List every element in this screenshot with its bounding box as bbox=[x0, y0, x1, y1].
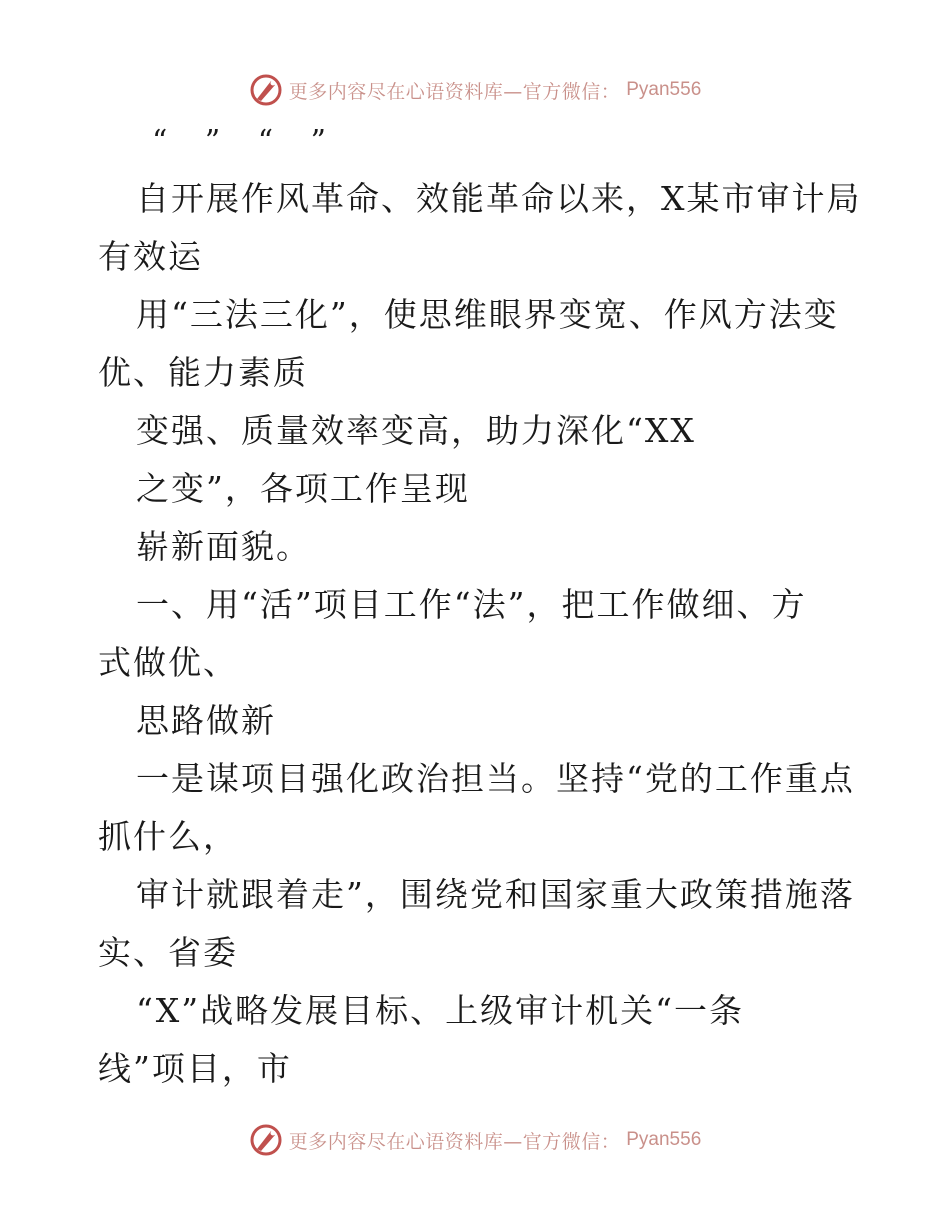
text-line: “X”战略发展目标、上级审计机关“一条 bbox=[136, 991, 745, 1030]
text-line: 崭新面貌。 bbox=[136, 527, 311, 566]
text-line: 自开展作风革命、效能革命以来，X某市审计局 bbox=[136, 179, 862, 218]
text-line: 实、省委 bbox=[98, 933, 238, 972]
text-line: 一是谋项目强化政治担当。坚持“党的工作重点 bbox=[136, 759, 855, 798]
watermark-header bbox=[0, 70, 950, 110]
text-line: 有效运 bbox=[98, 237, 203, 276]
text-line: 优、能力素质 bbox=[98, 353, 308, 392]
watermark-wechat-id: Pyan556 bbox=[626, 1129, 702, 1150]
watermark-text: 更多内容尽在心语资料库—官方微信： bbox=[288, 80, 621, 103]
document-body bbox=[98, 120, 862, 1098]
text-line: 一、用“活”项目工作“法”，把工作做细、方 bbox=[136, 585, 807, 624]
text-line: 变强、质量效率变高，助力深化“XX bbox=[136, 411, 696, 450]
text-line: 之变”，各项工作呈现 bbox=[136, 469, 470, 508]
text-line: 抓什么， bbox=[98, 817, 238, 856]
watermark-text: 更多内容尽在心语资料库—官方微信： bbox=[288, 1130, 621, 1153]
text-line: 式做优、 bbox=[98, 643, 238, 682]
pen-logo-icon bbox=[249, 1123, 283, 1157]
text-line: 线”项目，市 bbox=[98, 1049, 292, 1088]
text-line: 用“三法三化”，使思维眼界变宽、作风方法变 bbox=[136, 295, 839, 334]
pen-logo-icon bbox=[249, 73, 283, 107]
watermark-footer bbox=[0, 1120, 950, 1160]
watermark-wechat-id: Pyan556 bbox=[626, 79, 702, 100]
text-line: 思路做新 bbox=[136, 701, 276, 740]
text-line: “ ” “ ” bbox=[152, 124, 340, 159]
text-line: 审计就跟着走”，围绕党和国家重大政策措施落 bbox=[136, 875, 855, 914]
